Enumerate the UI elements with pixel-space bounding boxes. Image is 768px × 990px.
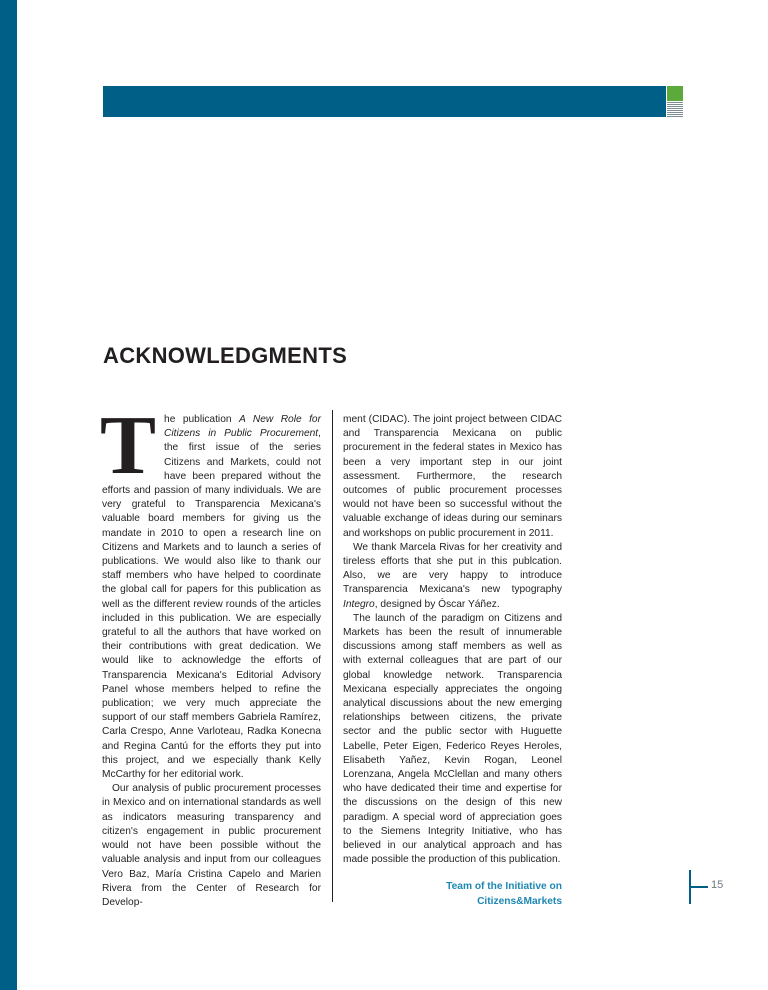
left-side-bar [0, 0, 17, 990]
signature [343, 879, 562, 909]
signature-line-1: Team of the Initiative on [446, 881, 562, 892]
paragraph-3: We thank Marcela Rivas for her creativity and tireless efforts that she put in this publcation. Also, we are very happy to introduce Transparencia Mexicana's new typography Integro, designed by Óscar Yáñez. [343, 541, 562, 610]
paragraph-4: The launch of the paradigm on Citizens and Markets has been the result of innumerable discussions among staff members as well as with external colleagues that are part of our global knowledge network. Transparencia Mexicana especially appreciates the ongoing analytical discussions about the new emerging relationships between citizens, the private sector and the public sector with Huguette Labelle, Peter Eigen, Federico Reyes Heroles, Elisabeth Yañez, Kevin Rogan, Leonel Lorenzana, Angela McClellan and many others who have dedicated their time and expertise for the discussions on the design of this new paradigm. A special word of appreciation goes to the Siemens Integrity Initiative, who has believed in our analytical approach and has made possible the production of this publication. [343, 612, 562, 866]
page-title: ACKNOWLEDGMENTS [103, 343, 348, 368]
text-column-right [343, 413, 562, 868]
paragraph-2-end: ment (CIDAC). The joint project between CIDAC and Transparencia Mexicana on public procurement in the federal states in Mexico has been a very important step in our joint assessment. Furthermore, the research outcomes of public procurement processes would not have been so successful without the valuable exchange of ideas during our seminars and workshops on public procurement in 2011. [343, 414, 562, 539]
signature-line-2: Citizens&Markets [477, 896, 562, 907]
paragraph-2-start: Our analysis of public procurement processes in Mexico and on international standards as well as indicators measuring transparency and citizen's engagement in public procurement would not have been possible without the valuable analysis and input from our colleagues Vero Baz, María Cristina Capelo and Marien Rivera from the Center of Research for Develop- [102, 783, 321, 908]
header-bar [103, 86, 666, 117]
page-number: 15 [711, 879, 724, 891]
drop-cap: T [100, 399, 157, 492]
column-divider [332, 410, 333, 902]
striped-ornament [667, 102, 683, 117]
typography-name: Integro [343, 598, 375, 610]
publication-title: A New Role for Citizens in Public Procurement [164, 414, 321, 440]
green-square-ornament [667, 86, 683, 101]
text-column-left [100, 399, 321, 910]
page-number-rule [690, 886, 708, 888]
paragraph-1: The publication A New Role for Citizens in Public Procurement, the first issue of the series Citizens and Markets, could not have been prepared without the efforts and passion of many individuals. We are very grateful to Transparencia Mexicana's valuable board members for giving us the mandate in 2010 to open a research line on Citizens and Markets and to launch a series of publications. We would also like to thank our staff members who have helped to coordinate the global call for papers for this publication as well as the different review rounds of the articles included in this publication. We are especially grateful to all the authors that have worked on their contributions with great dedication. We would like to acknowledge the efforts of Transparencia Mexicana's Editorial Advisory Panel whose members helped to refine the publication; we very much appreciate the support of our staff members Gabriela Ramírez, Carla Crespo, Anne Varloteau, Radka Konecna and Regina Cantú for the efforts they put into this project, and we especially thank Kelly McCarthy for her editorial work. [100, 399, 321, 781]
